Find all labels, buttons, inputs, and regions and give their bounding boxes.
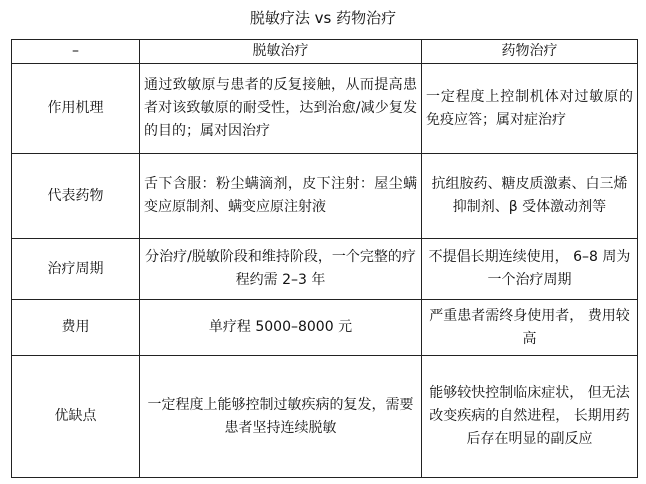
row-label-cost: 费用 [12,300,140,356]
cell-drugs-drug: 抗组胺药、糖皮质激素、白三烯抑制剂、β 受体激动剂等 [422,154,638,239]
cell-pros-cons-desensitization: 一定程度上能够控制过敏疾病的复发，需要患者坚持连续脱敏 [140,356,422,478]
row-label-cycle: 治疗周期 [12,239,140,300]
cell-cost-drug: 严重患者需终身使用者， 费用较高 [422,300,638,356]
header-desensitization: 脱敏治疗 [140,40,422,64]
page-title: 脱敏疗法 vs 药物治疗 [249,9,397,27]
table-row-mechanism [12,64,638,154]
cell-drugs-desensitization: 舌下含服：粉尘螨滴剂，皮下注射：屋尘螨变应原制剂、螨变应原注射液 [140,154,422,239]
row-label-mechanism: 作用机理 [12,64,140,154]
table-row-drugs [12,154,638,239]
cell-mechanism-drug: 一定程度上控制机体对过敏原的免疫应答；属对症治疗 [422,64,638,154]
table-row-cycle [12,239,638,300]
cell-cycle-desensitization: 分治疗/脱敏阶段和维持阶段，一个完整的疗程约需 2–3 年 [140,239,422,300]
table-row-cost [12,300,638,356]
cell-cost-desensitization: 单疗程 5000–8000 元 [140,300,422,356]
header-empty-cell: – [12,40,140,64]
row-label-drugs: 代表药物 [12,154,140,239]
row-label-pros-cons: 优缺点 [12,356,140,478]
comparison-table [11,39,638,478]
table-header-row [12,40,638,64]
cell-cycle-drug: 不提倡长期连续使用， 6–8 周为一个治疗周期 [422,239,638,300]
header-drug-therapy: 药物治疗 [422,40,638,64]
cell-pros-cons-drug: 能够较快控制临床症状， 但无法改变疾病的自然进程， 长期用药后存在明显的副反应 [422,356,638,478]
cell-mechanism-desensitization: 通过致敏原与患者的反复接触，从而提高患者对该致敏原的耐受性，达到治愈/减少复发的目的；属对因治疗 [140,64,422,154]
table-row-pros-cons [12,356,638,478]
